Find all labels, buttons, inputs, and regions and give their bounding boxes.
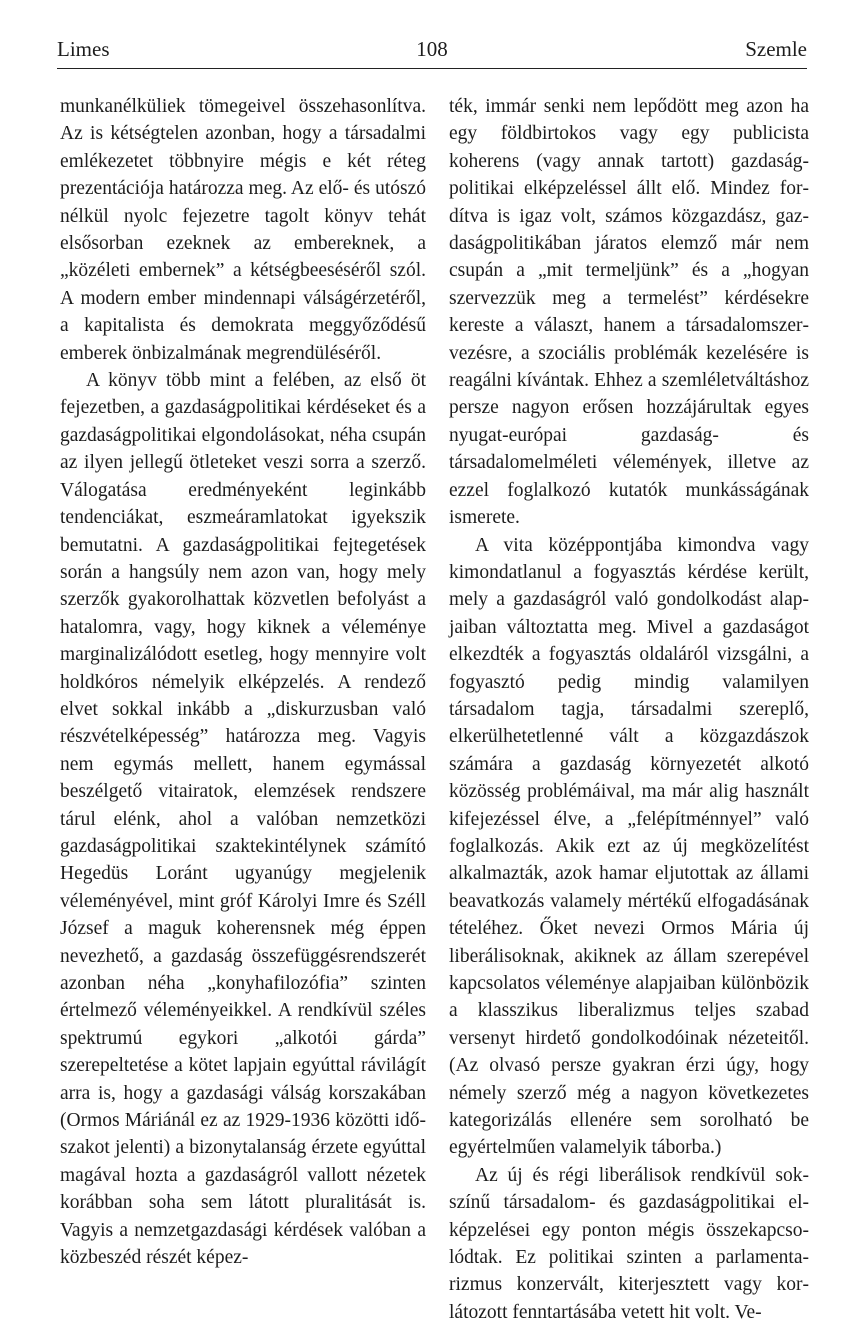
left-paragraph-1: munkanélküliek tömegeivel összehasonlítva. Az is kétségtelen azonban, hogy a társadalmi emlékezetet többnyire mégis e két réteg prezentációja határozza meg. Az elő- és utószó nélkül nyolc fejezetre tagolt könyv tehát elsősorban ezeknek az embereknek, a „közéleti embernek” a kétségbeeséséről szól. A modern ember mindennapi válságérzetéről, a kapitalista és demokrata meggyőződésű emberek önbizalmának megrendüléséről. [60,96,426,364]
left-column [60,93,426,1271]
right-paragraph-2: A vita középpontjába kimondva vagy kimondatlanul a fogyasztás kérdése került, mely a gazdaságról való gondolkodást alapjaiban változtatta meg. Mivel a gazdaságot elkezdték a fogyasztás oldaláról vizsgálni, a fogyasztó pedig mindig valamilyen társadalom tagja, társadalmi szereplő, elkerülhetetlenné vált a közgazdászok számára a gazdaság környezetét alkotó közösség problémáival, ma már alig használt kifejezéssel élve, a „felépítménnyel” való foglalkozás. Akik ezt az új megközelítést alkalmazták, azok hamar eljutottak az állami beavatkozás valamely mértékű elfogadásának tételéhez. Őket nevezi Ormos Mária új liberálisoknak, akiknek az állam szerepével kapcsolatos véleménye alapjaiban különbözik a klasszikus liberalizmus teljes szabad versenyt hirdető gondolkodóinak nézeteitől. (Az olvasó persze gyakran érzi úgy, hogy némely szerző még a nagyon következetes kategorizálás ellenére sem sorolható be egyértelműen valamelyik táborba.) [449,534,809,1159]
right-paragraph-1: ték, immár senki nem lepődött meg azon ha egy földbirtokos vagy egy publicista koherens (vagy annak tartott) gazdaságpolitikai elképzeléssel állt elő. Mindez fordítva is igaz volt, számos közgazdász, gazdaságpolitikában járatos elemző már nem csupán a „mit termeljünk” és a „hogyan szervezzük meg a termelést” kérdésekre kereste a választ, hanem a társadalomszervezésre, a szociális problémák kezelésére is reagálni kívántak. Ehhez a szemléletváltáshoz persze nagyon erősen hozzájárultak egyes nyugat-európai gazdaság- és társadalomelméleti vélemények, illetve az ezzel foglalkozó kutatók munkásságának ismerete. [449,96,809,529]
left-paragraph-2: A könyv több mint a felében, az első öt fejezetben, a gazdaságpolitikai kérdéseket és a gazdaságpolitikai elgondolásokat, néha csupán az ilyen jellegű ötleteket veszi sorra a szerző. Válogatása eredményeként leginkább tendenciákat, eszmeáramlatokat igyekszik bemutatni. A gazdaságpolitikai fejtegetések során a hangsúly nem azon van, hogy mely szerzők gyakorolhattak közvetlen befolyást a hatalomra, vagy, hogy kiknek a véleménye marginalizálódott esetleg, hogy mennyire volt holdkóros némelyik elképzelés. A rendező elvet sokkal inkább a „diskurzusban való részvételképesség” határozza meg. Vagyis nem egymás mellett, hanem egymással beszélgető vitairatok, elemzések rendszere tárul elénk, ahol a valóban nemzetközi gazdaságpolitikai szaktekintélynek számító Hegedüs Loránt ugyanúgy megjelenik véleményével, mint gróf Károlyi Imre és Széll József a maguk koherensnek még éppen nevezhető, a gazdaság összefüggésrendszerét azonban néha „konyhafilozófia” szinten értelmező véleményeikkel. A rendkívül széles spektrumú egykori „alkotói gárda” szerepeltetése a kötet lapjain egyúttal rávilágít arra is, hogy a gazdasági válság korszakában (Ormos Máriánál ez az 1929-1936 közötti időszakot jelenti) a bizonytalanság érzete egyúttal magával hozta a gazdaságról vallott nézetek korábban soha sem látott pluralitását is. Vagyis a nemzetgazdasági kérdések valóban a közbeszéd részét képez- [60,370,426,1269]
running-header [57,34,807,64]
page-number: 108 [416,37,448,61]
journal-title: Limes [57,37,110,61]
section-title: Szemle [745,37,807,61]
right-column [449,93,809,1326]
header-rule [57,68,807,69]
right-paragraph-3: Az új és régi liberálisok rendkívül sokszínű társadalom- és gazdaságpolitikai elképzelései egy ponton mégis összekapcsolódtak. Ez politikai szinten a parlamentarizmus konzervált, kiterjesztett vagy korlátozott fenntartásába vetett hit volt. Ve- [449,1164,809,1323]
